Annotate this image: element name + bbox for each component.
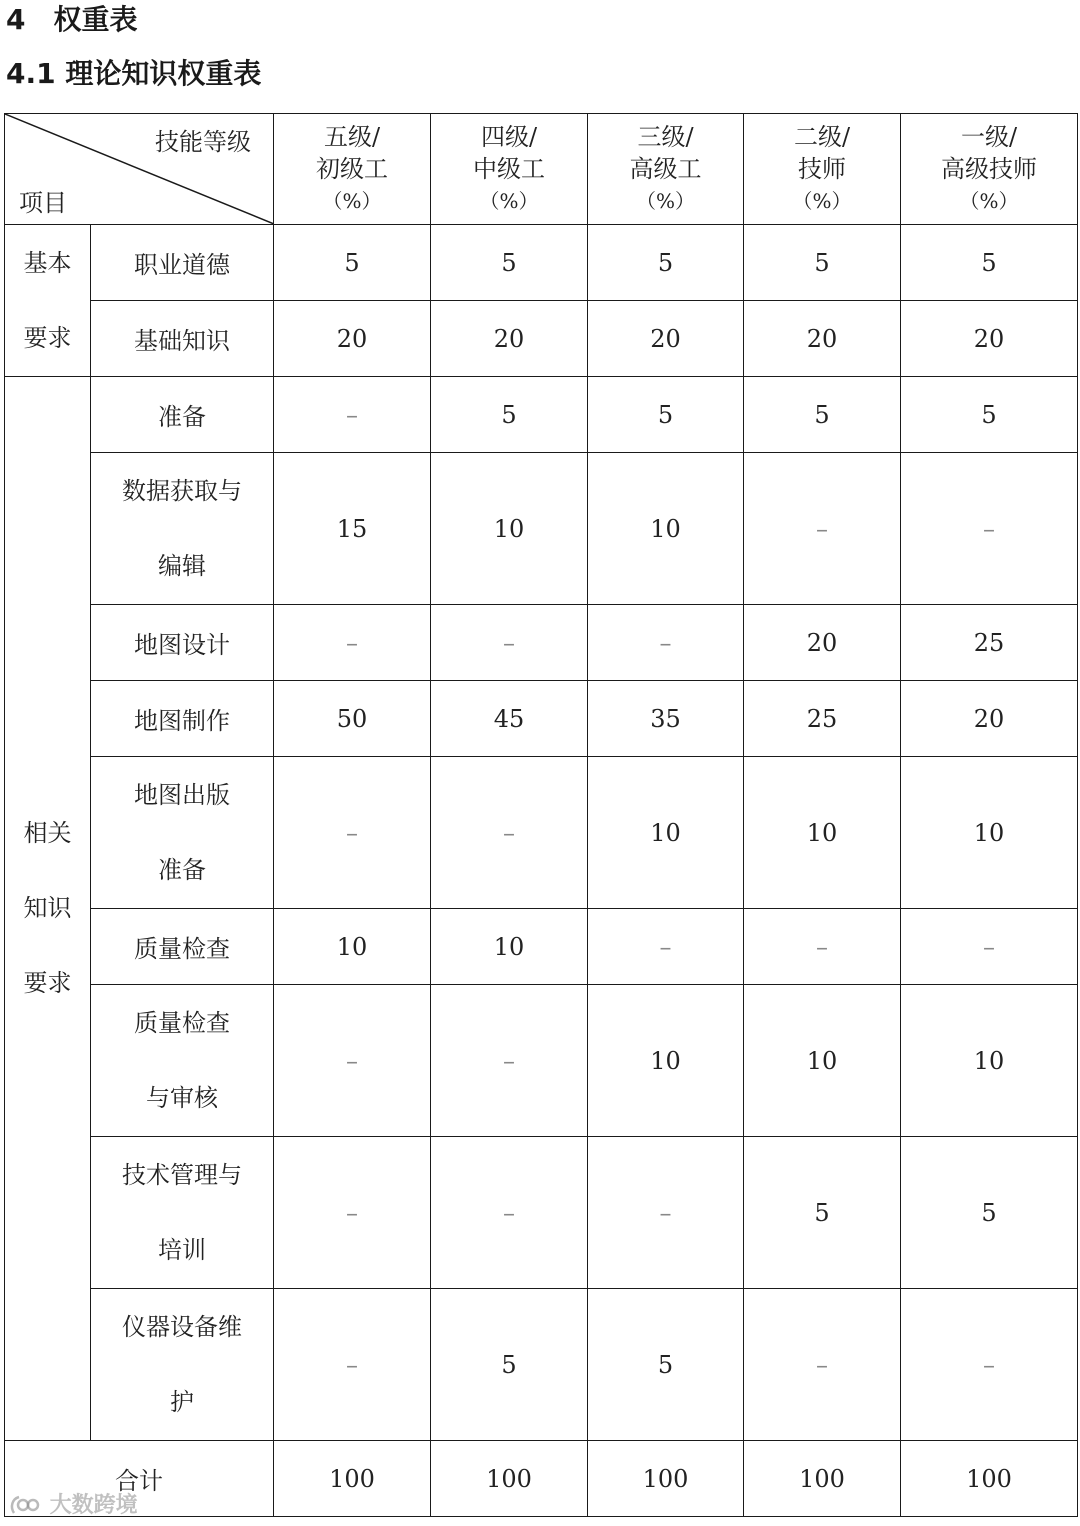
- watermark: [8, 1488, 138, 1519]
- item-name: 准备: [158, 403, 206, 431]
- total-row: [5, 1441, 1078, 1517]
- value-cell: 10: [901, 985, 1078, 1137]
- value-cell: 10: [744, 757, 901, 909]
- item-name-line: 护: [170, 1387, 194, 1416]
- level-name: 四级/: [480, 123, 538, 151]
- value-cell: –: [901, 909, 1078, 985]
- item-name-line: 仪器设备维: [122, 1312, 242, 1341]
- item-name-line: 质量检查: [134, 1008, 230, 1037]
- value-cell: 10: [588, 985, 744, 1137]
- table-row: [5, 757, 1078, 909]
- value-cell: –: [744, 909, 901, 985]
- item-name-line: 与审核: [146, 1083, 218, 1112]
- level-header-4: [431, 114, 588, 225]
- value-cell: 10: [901, 757, 1078, 909]
- item-name-cell: [91, 909, 274, 985]
- table-row: [5, 605, 1078, 681]
- value-cell: –: [744, 1289, 901, 1441]
- level-title: 高级工: [629, 155, 702, 183]
- weight-table: [4, 113, 1078, 1517]
- table-row: [5, 377, 1078, 453]
- section-heading: 4 权重表: [6, 3, 138, 36]
- level-header-3: [588, 114, 744, 225]
- value-cell: 45: [431, 681, 588, 757]
- value-cell: 20: [901, 681, 1078, 757]
- item-name-cell: [91, 1289, 274, 1441]
- item-name-line: 技术管理与: [122, 1160, 242, 1189]
- value-cell: 5: [901, 225, 1078, 301]
- group-label-line: 相关: [23, 819, 72, 847]
- item-name-cell: [91, 301, 274, 377]
- value-cell: –: [588, 605, 744, 681]
- group-label-line: 基本: [23, 248, 72, 277]
- item-name-cell: [91, 1137, 274, 1289]
- level-header-2: [744, 114, 901, 225]
- value-cell: 5: [901, 377, 1078, 453]
- value-cell: –: [901, 453, 1078, 605]
- item-name-cell: [91, 377, 274, 453]
- table-row: [5, 909, 1078, 985]
- value-cell: –: [274, 377, 431, 453]
- value-cell: –: [588, 909, 744, 985]
- table-row: [5, 453, 1078, 605]
- level-unit: （%）: [959, 189, 1019, 213]
- total-value-cell: 100: [274, 1441, 431, 1517]
- value-cell: 35: [588, 681, 744, 757]
- value-cell: 5: [431, 1289, 588, 1441]
- item-name: 基础知识: [134, 327, 230, 355]
- watermark-text: 大数跨境: [49, 1493, 138, 1518]
- value-cell: –: [901, 1289, 1078, 1441]
- total-value-cell: 100: [744, 1441, 901, 1517]
- group-related-requirements: [5, 377, 91, 1441]
- total-value-cell: 100: [901, 1441, 1078, 1517]
- level-title: 初级工: [316, 155, 388, 183]
- value-cell: 5: [744, 1137, 901, 1289]
- value-cell: –: [431, 757, 588, 909]
- table-row: [5, 1137, 1078, 1289]
- subsection-heading: 4.1 理论知识权重表: [6, 57, 262, 90]
- value-cell: –: [274, 605, 431, 681]
- value-cell: 20: [274, 301, 431, 377]
- level-title: 中级工: [473, 155, 545, 183]
- value-cell: –: [274, 1289, 431, 1441]
- value-cell: 20: [744, 605, 901, 681]
- corner-header-cell: [5, 114, 274, 225]
- header-row: [5, 114, 1078, 225]
- value-cell: 20: [744, 301, 901, 377]
- value-cell: –: [274, 1137, 431, 1289]
- item-name-line: 地图出版: [134, 780, 230, 809]
- table-row: [5, 225, 1078, 301]
- value-cell: 20: [901, 301, 1078, 377]
- level-title: 高级技师: [941, 155, 1037, 183]
- table-row: [5, 1289, 1078, 1441]
- value-cell: 5: [431, 225, 588, 301]
- corner-label-skill-level: 技能等级: [155, 128, 251, 156]
- level-name: 五级/: [323, 123, 381, 151]
- value-cell: 25: [901, 605, 1078, 681]
- value-cell: –: [588, 1137, 744, 1289]
- group-basic-requirements: [5, 225, 91, 377]
- value-cell: –: [431, 605, 588, 681]
- item-name: 质量检查: [134, 935, 230, 963]
- value-cell: 50: [274, 681, 431, 757]
- value-cell: 10: [431, 453, 588, 605]
- item-name-cell: [91, 757, 274, 909]
- value-cell: 5: [274, 225, 431, 301]
- level-unit: （%）: [792, 189, 852, 213]
- table-row: [5, 681, 1078, 757]
- group-label-line: 知识: [23, 894, 72, 922]
- item-name: 职业道德: [134, 251, 230, 279]
- level-unit: （%）: [322, 189, 382, 213]
- level-title: 技师: [798, 155, 846, 183]
- value-cell: –: [431, 1137, 588, 1289]
- item-name-line: 准备: [158, 855, 206, 884]
- level-unit: （%）: [635, 189, 695, 213]
- value-cell: –: [431, 985, 588, 1137]
- value-cell: 10: [588, 757, 744, 909]
- level-header-5: [274, 114, 431, 225]
- table-row: [5, 301, 1078, 377]
- value-cell: 20: [588, 301, 744, 377]
- value-cell: –: [274, 985, 431, 1137]
- value-cell: –: [274, 757, 431, 909]
- item-name-cell: [91, 225, 274, 301]
- level-header-1: [901, 114, 1078, 225]
- item-name-cell: [91, 681, 274, 757]
- value-cell: 25: [744, 681, 901, 757]
- level-name: 一级/: [960, 123, 1018, 151]
- item-name-line: 编辑: [158, 551, 206, 580]
- value-cell: 5: [431, 377, 588, 453]
- value-cell: 5: [901, 1137, 1078, 1289]
- value-cell: 20: [431, 301, 588, 377]
- level-name: 二级/: [793, 123, 851, 151]
- value-cell: 5: [588, 225, 744, 301]
- group-label-line: 要求: [23, 323, 72, 352]
- item-name-line: 培训: [158, 1235, 206, 1264]
- total-label: 合计: [5, 1441, 274, 1517]
- total-value-cell: 100: [588, 1441, 744, 1517]
- value-cell: 5: [744, 225, 901, 301]
- value-cell: 10: [744, 985, 901, 1137]
- item-name-cell: [91, 605, 274, 681]
- watermark-logo-icon: [8, 1493, 42, 1519]
- item-name: 地图设计: [134, 631, 230, 659]
- table-row: [5, 985, 1078, 1137]
- item-name-cell: [91, 985, 274, 1137]
- group-label-line: 要求: [23, 969, 72, 997]
- value-cell: –: [744, 453, 901, 605]
- item-name-cell: [91, 453, 274, 605]
- item-name: 地图制作: [134, 707, 230, 735]
- level-name: 三级/: [637, 123, 694, 151]
- value-cell: 10: [588, 453, 744, 605]
- value-cell: 15: [274, 453, 431, 605]
- level-unit: （%）: [479, 189, 539, 213]
- value-cell: 10: [274, 909, 431, 985]
- total-value-cell: 100: [431, 1441, 588, 1517]
- value-cell: 10: [431, 909, 588, 985]
- item-name-line: 数据获取与: [122, 476, 242, 505]
- corner-label-item: 项目: [19, 189, 67, 217]
- value-cell: 5: [744, 377, 901, 453]
- value-cell: 5: [588, 1289, 744, 1441]
- value-cell: 5: [588, 377, 744, 453]
